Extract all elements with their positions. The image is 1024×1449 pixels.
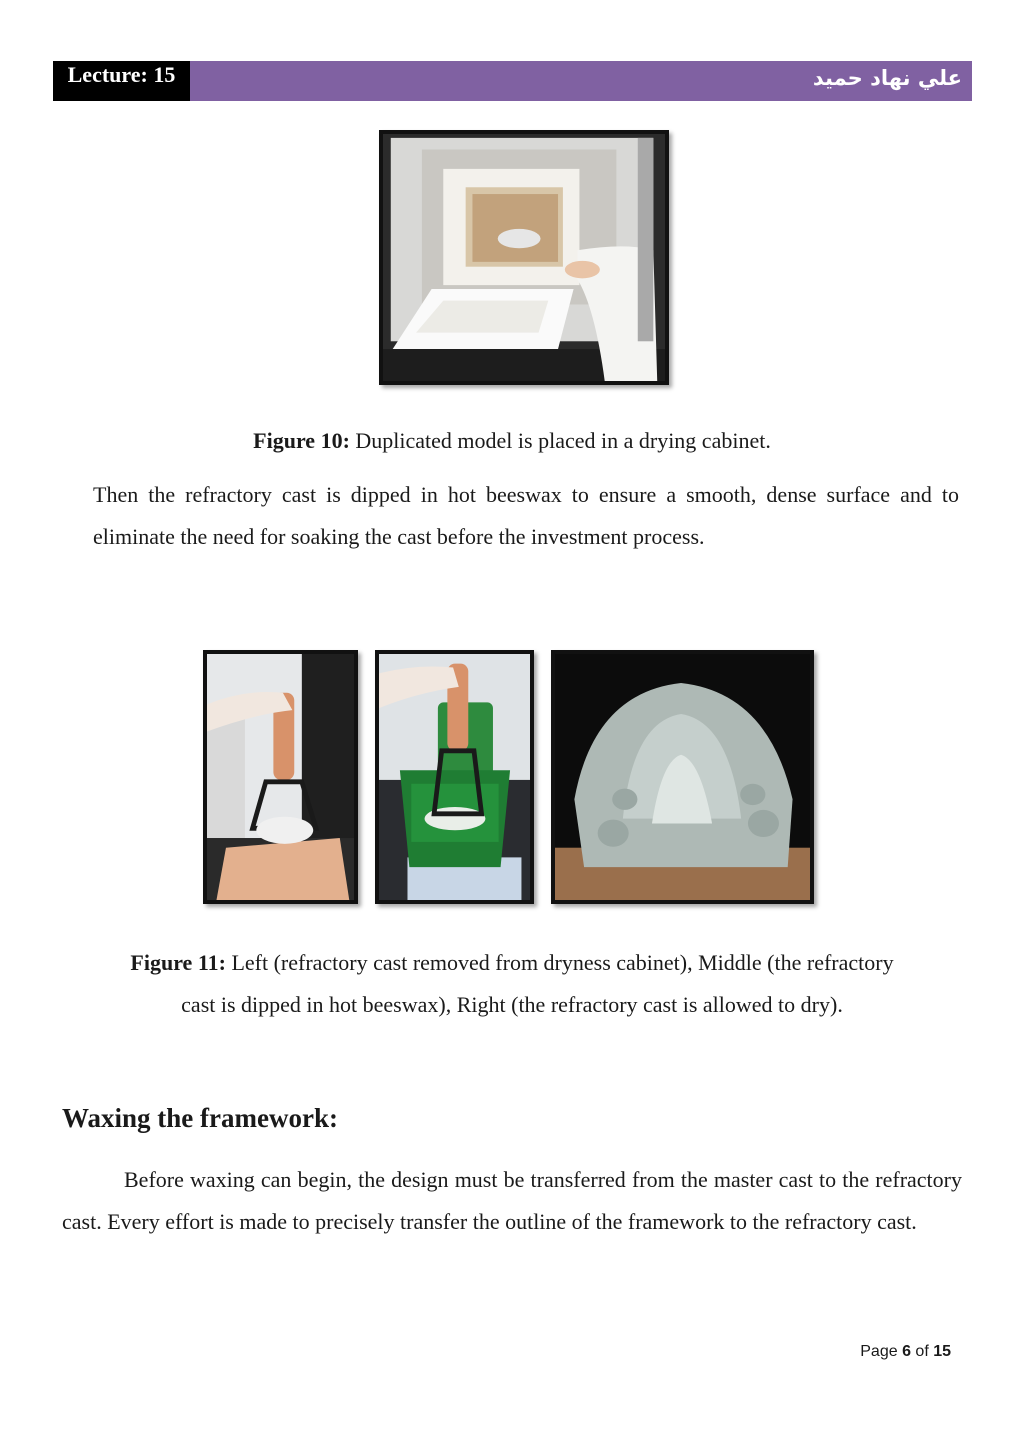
header-bar (53, 61, 972, 101)
current-page: 6 (902, 1343, 911, 1360)
page-number (860, 1343, 951, 1361)
section-heading: Waxing the framework: (62, 1103, 338, 1133)
author-name: علي نهاد حميد (812, 66, 962, 90)
lecture-number: Lecture: 15 (53, 61, 190, 101)
drying-cabinet-photo (379, 130, 669, 385)
figure-11-line-2: cast is dipped in hot beeswax), Right (the refractory cast is allowed to dry). (181, 992, 843, 1017)
total-pages: 15 (933, 1343, 951, 1360)
beeswax-dip-photo (375, 650, 534, 904)
figure-11-caption (0, 942, 1024, 1026)
cast-drying-photo (551, 650, 814, 904)
section-body: Before waxing can begin, the design must be transferred from the master cast to the refractory cast. Every effort is made to precisely transfer the outline of the framework to the refractory cast. (62, 1167, 962, 1234)
cast-removed-photo (203, 650, 358, 904)
of-word: of (910, 1343, 934, 1360)
figure-11-label: Figure 11: (130, 950, 226, 975)
page-word: Page (860, 1343, 903, 1360)
figure-11-line-1 (0, 942, 1024, 984)
paragraph-beeswax: Then the refractory cast is dipped in hot beeswax to ensure a smooth, dense surface and to eliminate the need for soaking the cast before the investment process. (93, 482, 959, 549)
figure-10-text: Duplicated model is placed in a drying cabinet. (349, 428, 771, 453)
figure-11-text-1: Left (refractory cast removed from dryness cabinet), Middle (the refractory (225, 950, 894, 975)
figure-10-label: Figure 10: (253, 428, 350, 453)
figure-10-caption (0, 428, 1024, 454)
